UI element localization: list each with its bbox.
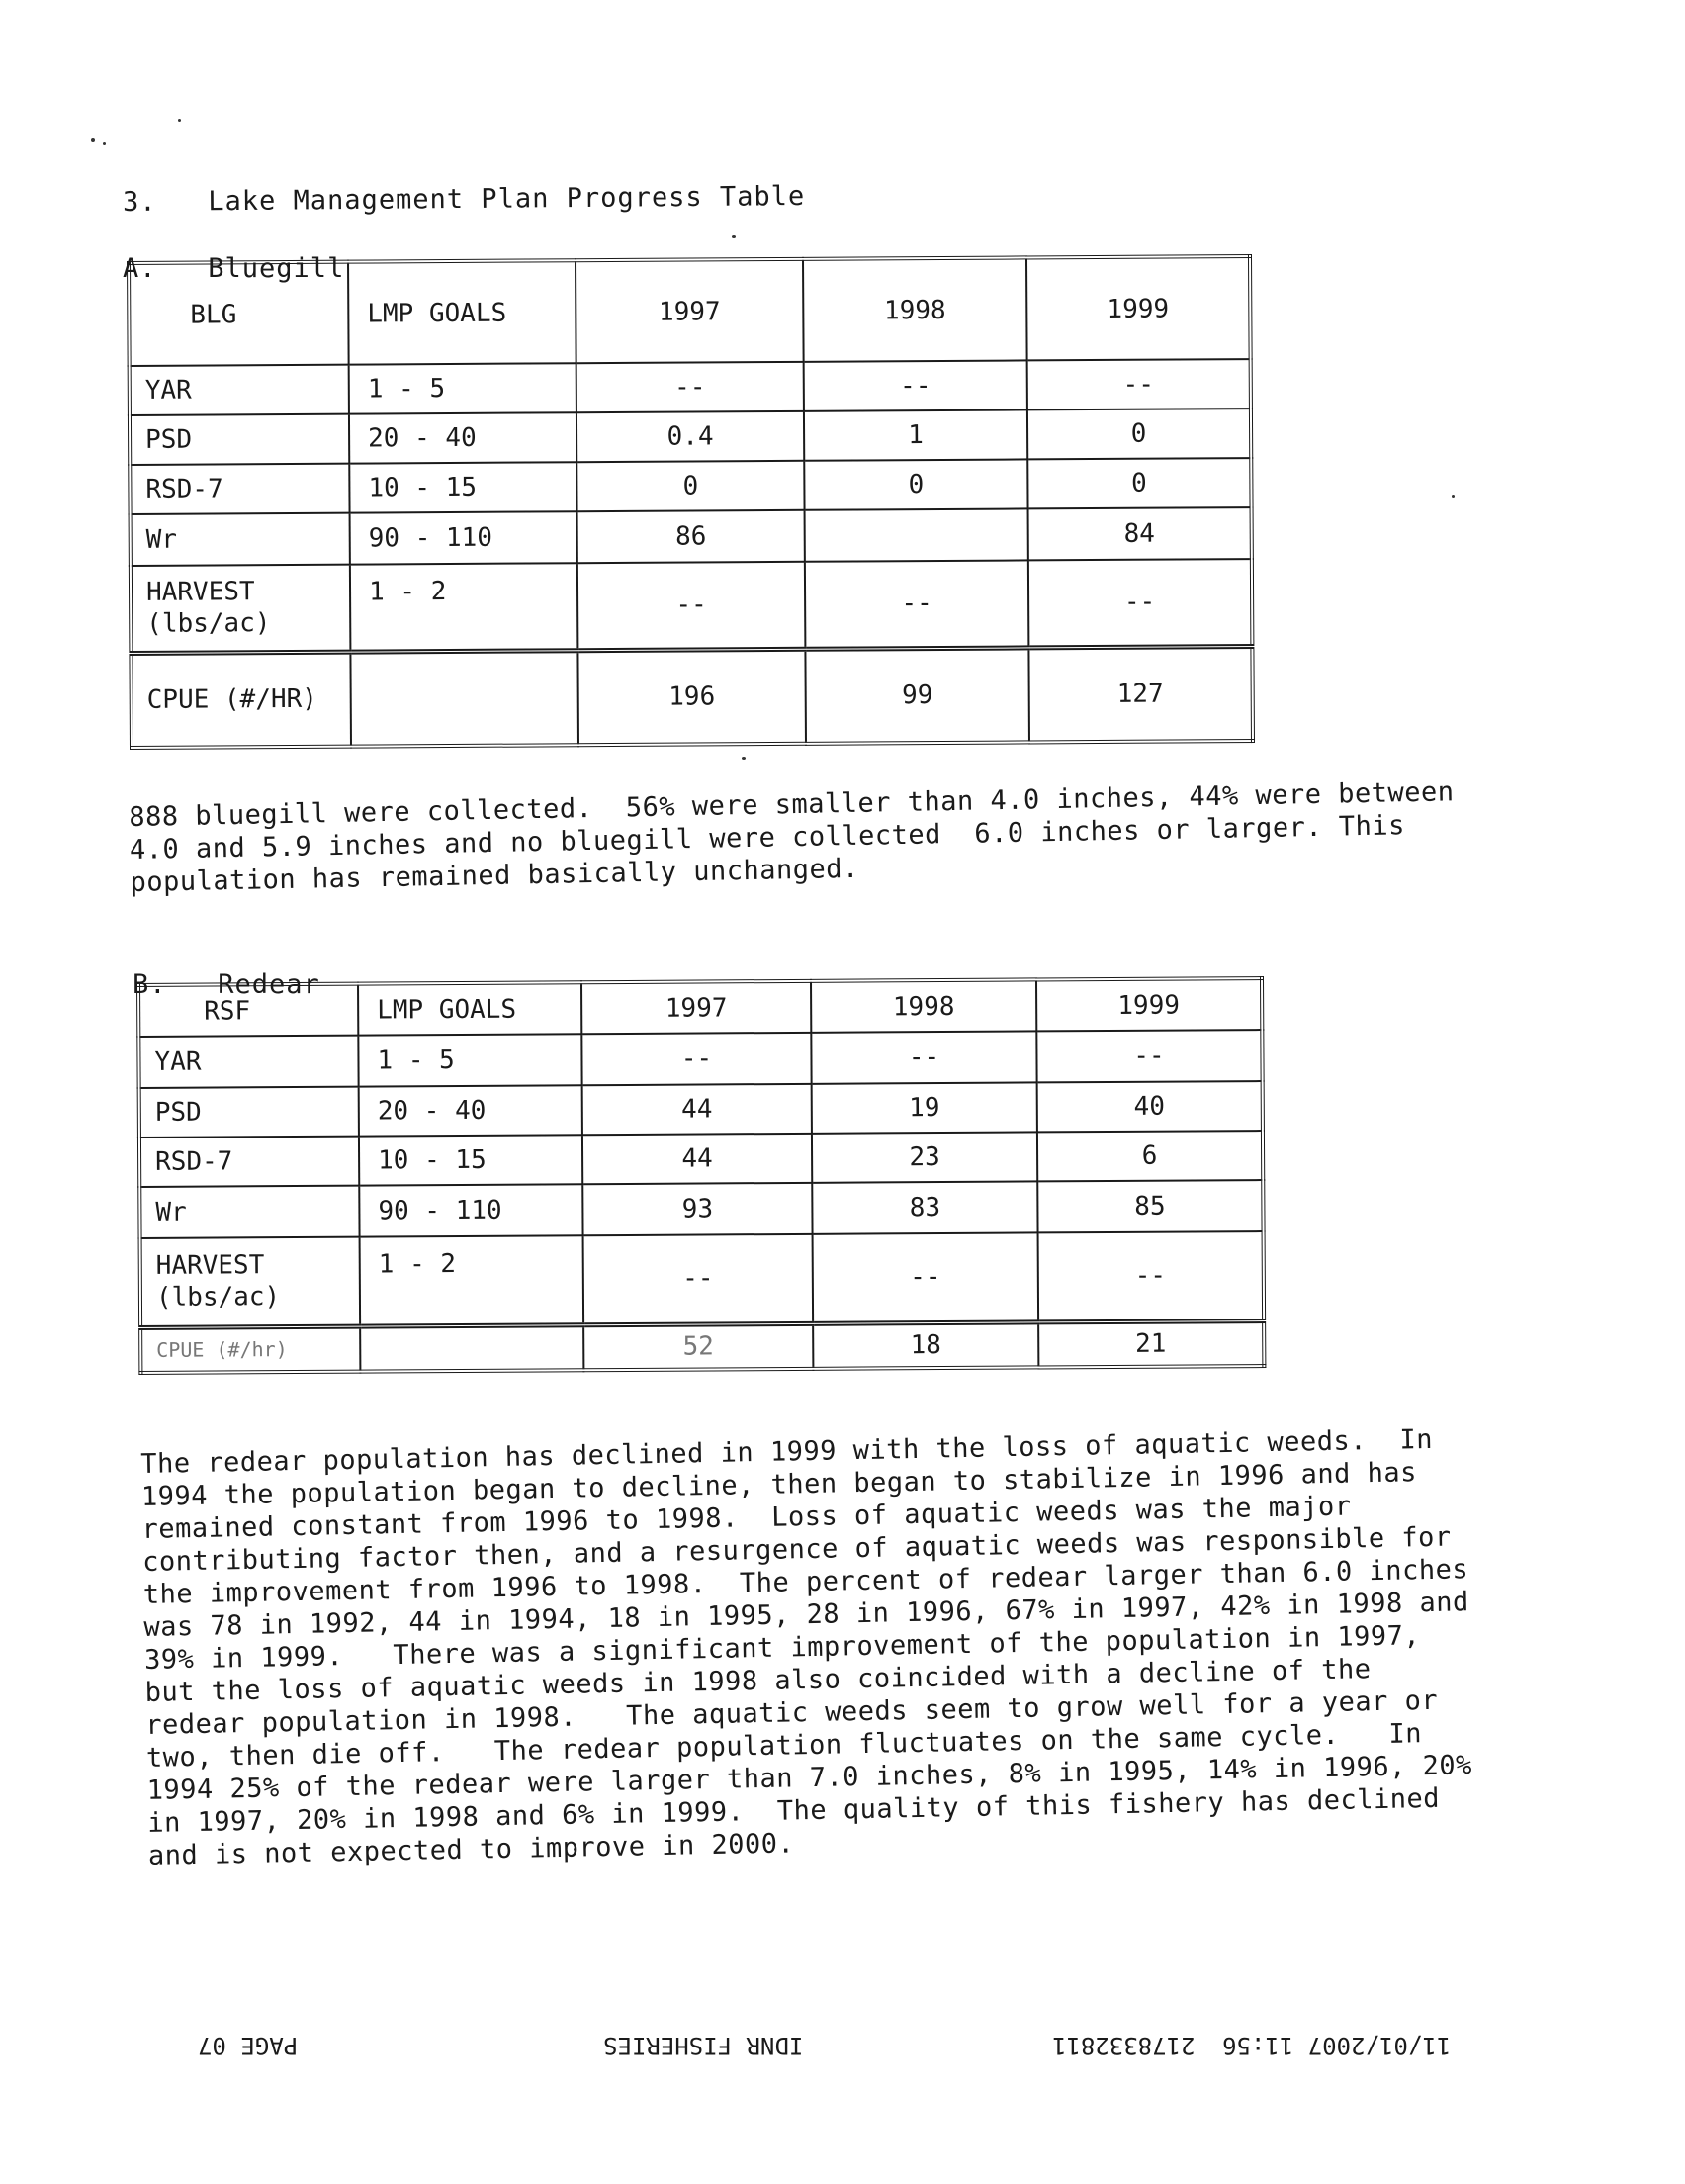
- cell-1999: 21: [1038, 1320, 1264, 1367]
- scan-speck: [732, 235, 736, 238]
- row-goal: 20 - 40: [359, 1085, 582, 1136]
- table-row: [139, 1131, 1263, 1187]
- cell-1999: --: [1027, 359, 1251, 410]
- bluegill-header-1998: 1998: [803, 257, 1027, 361]
- cell-1998: 18: [813, 1321, 1038, 1368]
- row-goal: 1 - 5: [358, 1034, 581, 1086]
- table-row: [130, 458, 1251, 514]
- cell-1998: --: [811, 1031, 1036, 1083]
- redear-table: [136, 976, 1266, 1375]
- cell-1999: 40: [1037, 1081, 1263, 1132]
- cell-1999: 85: [1037, 1180, 1263, 1232]
- row-goal: 90 - 110: [359, 1184, 582, 1236]
- table-row: [131, 646, 1253, 748]
- scan-speck: [178, 119, 181, 122]
- row-goal: 10 - 15: [349, 462, 576, 512]
- row-goal: [350, 650, 578, 746]
- row-goal: [360, 1324, 583, 1371]
- redear-section-title: B. Redear: [133, 969, 320, 1000]
- cell-1997: 52: [583, 1323, 813, 1370]
- table-row: [130, 409, 1251, 465]
- cell-1998: 99: [805, 647, 1029, 743]
- row-label: HARVEST (lbs/ac): [131, 565, 351, 653]
- cell-1997: 44: [582, 1084, 812, 1135]
- cell-1997: --: [577, 562, 806, 650]
- redear-header-1999: 1999: [1036, 978, 1262, 1031]
- row-goal: 1 - 2: [350, 563, 578, 651]
- row-label: CPUE (#/HR): [131, 652, 351, 748]
- cell-1997: 86: [577, 510, 805, 563]
- cell-1997: 0.4: [576, 411, 804, 462]
- cell-1998: [805, 508, 1028, 561]
- table-row: [138, 1030, 1262, 1088]
- cell-1998: --: [813, 1232, 1039, 1322]
- cell-1997: --: [583, 1234, 814, 1324]
- cell-1998: 0: [804, 459, 1027, 509]
- bluegill-header-1999: 1999: [1026, 256, 1251, 360]
- footer-agency: IDNR FISHERIES: [603, 2032, 804, 2059]
- page-heading: 3. Lake Management Plan Progress Table: [122, 180, 806, 219]
- row-label: Wr: [131, 513, 350, 566]
- cell-1999: 127: [1028, 646, 1253, 742]
- cell-1998: --: [804, 360, 1027, 410]
- cell-1997: 196: [577, 649, 806, 745]
- cell-1997: 44: [582, 1134, 812, 1184]
- row-label: YAR: [130, 365, 349, 415]
- redear-header-goals: LMP GOALS: [358, 982, 581, 1035]
- bluegill-header-species: BLG: [129, 262, 349, 366]
- row-label: PSD: [130, 414, 349, 465]
- cell-1997: --: [576, 362, 804, 412]
- bluegill-paragraph: 888 bluegill were collected. 56% were smaller than 4.0 inches, 44% were between 4.0 and 5.9 inches and no bluegill were collected 6.0 inches or larger. This population has remained basically unchanged.: [129, 776, 1455, 898]
- cell-1998: 83: [812, 1181, 1037, 1233]
- scan-speck: [91, 138, 95, 142]
- row-label: YAR: [138, 1036, 358, 1088]
- cell-1998: 19: [812, 1082, 1037, 1133]
- table-row: [131, 507, 1252, 566]
- scan-speck: [742, 757, 746, 760]
- row-label: Wr: [139, 1186, 359, 1238]
- row-goal: 20 - 40: [349, 412, 576, 463]
- row-label: HARVEST (lbs/ac): [140, 1237, 361, 1327]
- redear-paragraph: The redear population has declined in 1999 with the loss of aquatic weeds. In 1994 the population began to decline, then began to stabilize in 1996 and has remained constant from 1996 to 1998. Loss of aquatic weeds was the major contributing factor then, and a resurgence of aquatic weeds was responsible for the improvement from 1996 to 1998. The percent of redear larger than 6.0 inches was 78 in 1992, 44 in 1994, 18 in 1995, 28 in 1996, 67% in 1997, 42% in 1998 and 39% in 1999. There was a significant improvement of the population in 1997, but the loss of aquatic weeds in 1998 also coincided with a decline of the redear population in 1998. The aquatic weeds seem to grow well for a year or two, then die off. The redear population fluctuates on the same cycle. In 1994 25% of the redear were larger than 7.0 inches, 8% in 1995, 14% in 1996, 20% in 1997, 20% in 1998 and 6% in 1999. The quality of this fishery has declined and is not expected to improve in 2000.: [140, 1423, 1473, 1871]
- cell-1999: 0: [1027, 409, 1251, 459]
- cell-1998: 1: [804, 410, 1027, 460]
- row-goal: 90 - 110: [350, 511, 577, 564]
- redear-header-species: RSF: [138, 984, 358, 1037]
- table-row: [140, 1231, 1265, 1327]
- cell-1997: 93: [582, 1183, 812, 1235]
- cell-1999: --: [1036, 1030, 1262, 1082]
- bluegill-table: [127, 254, 1255, 750]
- cell-1998: 23: [812, 1132, 1037, 1182]
- row-goal: 1 - 5: [349, 363, 576, 413]
- cell-1999: 84: [1028, 507, 1252, 560]
- table-row: [140, 1320, 1264, 1373]
- cell-1998: --: [805, 560, 1029, 648]
- row-goal: 10 - 15: [359, 1135, 582, 1185]
- redear-header-1998: 1998: [811, 979, 1036, 1032]
- cell-1999: 6: [1037, 1131, 1263, 1181]
- row-label: RSD-7: [130, 464, 349, 514]
- table-row: [139, 1081, 1263, 1138]
- scan-speck: [103, 142, 106, 145]
- footer-page: PAGE 07: [198, 2032, 299, 2059]
- cell-1999: --: [1038, 1231, 1265, 1321]
- scan-speck: [1452, 495, 1455, 498]
- cell-1999: --: [1028, 559, 1253, 647]
- bluegill-section-title: A. Bluegill: [123, 253, 345, 284]
- cell-1997: 0: [576, 461, 804, 511]
- table-row: [131, 559, 1253, 653]
- bluegill-header-1997: 1997: [576, 259, 804, 363]
- bluegill-header-goals: LMP GOALS: [348, 260, 576, 364]
- row-label: PSD: [139, 1087, 359, 1138]
- footer-phone: 2178332811: [1052, 2032, 1196, 2059]
- cell-1999: 0: [1027, 458, 1251, 508]
- cell-1997: --: [581, 1033, 811, 1085]
- footer-datetime: 11/01/2007 11:56: [1222, 2032, 1452, 2059]
- redear-header-1997: 1997: [581, 981, 811, 1034]
- row-label: CPUE (#/hr): [140, 1326, 360, 1373]
- redear-header-row: [138, 978, 1262, 1037]
- row-label: RSD-7: [139, 1137, 359, 1187]
- table-row: [130, 359, 1251, 415]
- bluegill-header-row: [129, 256, 1251, 366]
- row-goal: 1 - 2: [360, 1235, 584, 1325]
- table-row: [139, 1180, 1263, 1238]
